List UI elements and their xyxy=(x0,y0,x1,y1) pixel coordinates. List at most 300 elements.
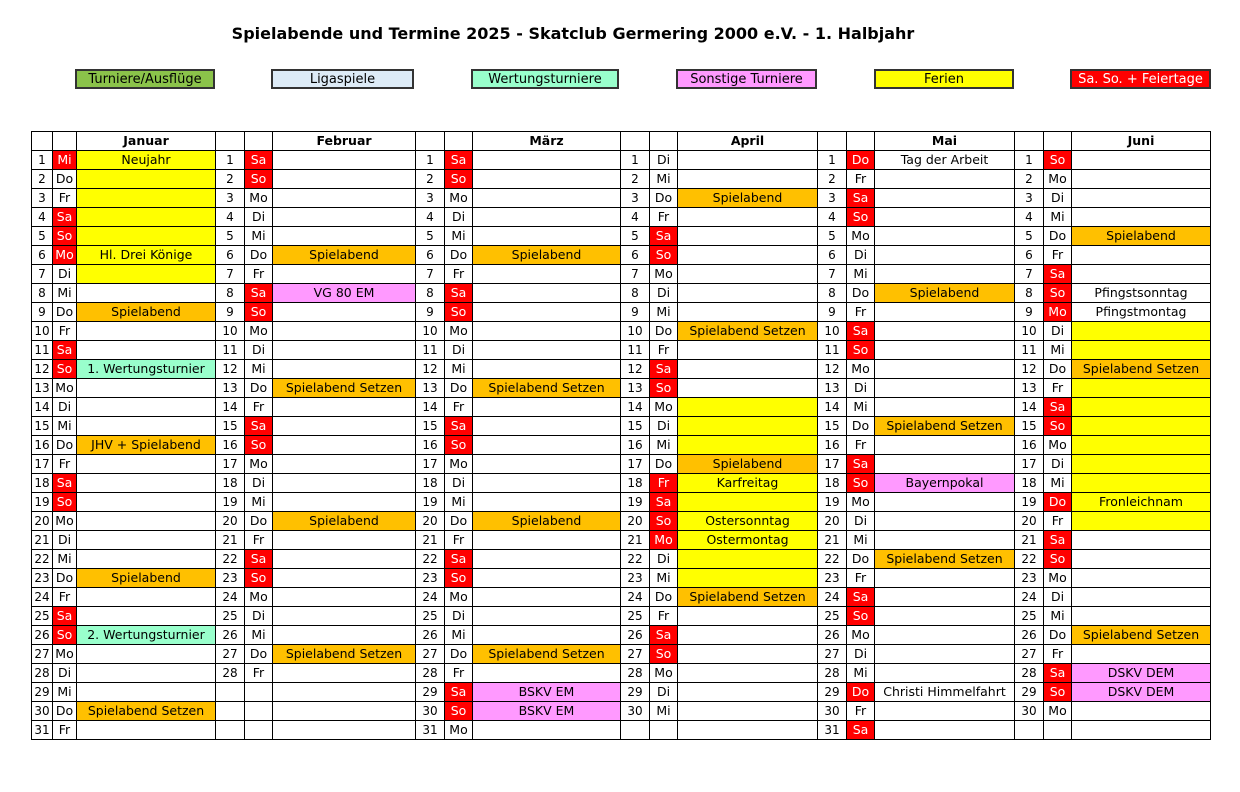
event-cell xyxy=(77,341,216,360)
day-number: 15 xyxy=(818,417,847,436)
legend-wertungsturniere: Wertungsturniere xyxy=(471,69,619,89)
day-number xyxy=(216,683,245,702)
month-header-juni: Juni xyxy=(1072,132,1211,151)
day-number: 10 xyxy=(32,322,53,341)
day-number: 9 xyxy=(216,303,245,322)
weekday-cell: Fr xyxy=(1044,379,1072,398)
event-cell xyxy=(273,208,416,227)
weekday-cell: Di xyxy=(53,664,77,683)
weekday-cell: So xyxy=(1044,417,1072,436)
weekday-cell: Do xyxy=(650,455,678,474)
day-number: 7 xyxy=(818,265,847,284)
weekday-cell: Di xyxy=(445,607,473,626)
weekday-cell: Fr xyxy=(847,436,875,455)
day-number: 7 xyxy=(32,265,53,284)
header-blank xyxy=(847,132,875,151)
weekday-cell: Mi xyxy=(1044,474,1072,493)
event-cell: Spielabend xyxy=(875,284,1015,303)
day-number xyxy=(216,721,245,740)
weekday-cell: So xyxy=(445,702,473,721)
event-cell xyxy=(77,189,216,208)
weekday-cell xyxy=(245,683,273,702)
weekday-cell: Fr xyxy=(53,588,77,607)
weekday-cell: Do xyxy=(1044,493,1072,512)
day-number: 19 xyxy=(621,493,650,512)
event-cell xyxy=(77,664,216,683)
weekday-cell: Do xyxy=(445,379,473,398)
weekday-cell: Mo xyxy=(1044,702,1072,721)
event-cell: Spielabend Setzen xyxy=(875,550,1015,569)
weekday-cell: Di xyxy=(245,208,273,227)
legend-sonstige-turniere: Sonstige Turniere xyxy=(676,69,817,89)
day-number: 11 xyxy=(416,341,445,360)
event-cell xyxy=(678,607,818,626)
header-blank xyxy=(32,132,53,151)
weekday-cell: Mi xyxy=(650,569,678,588)
event-cell: Spielabend xyxy=(77,303,216,322)
event-cell xyxy=(273,265,416,284)
weekday-cell: Do xyxy=(245,645,273,664)
event-cell xyxy=(875,607,1015,626)
day-number: 10 xyxy=(621,322,650,341)
day-number: 17 xyxy=(416,455,445,474)
day-number: 27 xyxy=(1015,645,1044,664)
day-number: 1 xyxy=(621,151,650,170)
weekday-cell: So xyxy=(245,436,273,455)
event-cell xyxy=(1072,512,1211,531)
weekday-cell: Mi xyxy=(445,493,473,512)
table-row xyxy=(32,322,1211,341)
day-number: 17 xyxy=(216,455,245,474)
day-number: 30 xyxy=(621,702,650,721)
day-number: 28 xyxy=(1015,664,1044,683)
event-cell xyxy=(77,588,216,607)
event-cell xyxy=(678,284,818,303)
event-cell xyxy=(875,208,1015,227)
weekday-cell: Mi xyxy=(53,550,77,569)
header-blank xyxy=(216,132,245,151)
weekday-cell: Sa xyxy=(1044,398,1072,417)
day-number: 13 xyxy=(416,379,445,398)
weekday-cell: Di xyxy=(1044,588,1072,607)
day-number: 7 xyxy=(621,265,650,284)
day-number: 31 xyxy=(416,721,445,740)
table-row xyxy=(32,645,1211,664)
event-cell: Spielabend Setzen xyxy=(273,379,416,398)
event-cell xyxy=(473,721,621,740)
event-cell xyxy=(1072,702,1211,721)
day-number: 26 xyxy=(818,626,847,645)
day-number: 17 xyxy=(621,455,650,474)
day-number: 15 xyxy=(416,417,445,436)
event-cell xyxy=(273,417,416,436)
day-number: 9 xyxy=(416,303,445,322)
weekday-cell: Sa xyxy=(847,588,875,607)
weekday-cell: Mi xyxy=(245,360,273,379)
weekday-cell: Do xyxy=(1044,626,1072,645)
legend-turniere: Turniere/Ausflüge xyxy=(75,69,215,89)
event-cell: Spielabend Setzen xyxy=(875,417,1015,436)
weekday-cell: Mo xyxy=(445,588,473,607)
event-cell: Spielabend xyxy=(678,455,818,474)
weekday-cell: Fr xyxy=(53,322,77,341)
weekday-cell: Do xyxy=(650,189,678,208)
day-number: 6 xyxy=(216,246,245,265)
event-cell xyxy=(875,398,1015,417)
table-row xyxy=(32,303,1211,322)
weekday-cell: So xyxy=(650,512,678,531)
day-number: 1 xyxy=(818,151,847,170)
weekday-cell: So xyxy=(650,379,678,398)
event-cell xyxy=(875,246,1015,265)
weekday-cell: Mo xyxy=(53,645,77,664)
month-header-februar: Februar xyxy=(273,132,416,151)
weekday-cell: Mi xyxy=(445,227,473,246)
weekday-cell: Do xyxy=(847,683,875,702)
event-cell xyxy=(273,702,416,721)
weekday-cell: Do xyxy=(445,645,473,664)
event-cell xyxy=(875,227,1015,246)
event-cell xyxy=(875,588,1015,607)
weekday-cell: Do xyxy=(53,170,77,189)
day-number: 28 xyxy=(416,664,445,683)
event-cell xyxy=(273,626,416,645)
day-number: 24 xyxy=(1015,588,1044,607)
event-cell xyxy=(1072,455,1211,474)
day-number: 1 xyxy=(216,151,245,170)
day-number: 14 xyxy=(216,398,245,417)
day-number: 3 xyxy=(416,189,445,208)
table-row xyxy=(32,664,1211,683)
event-cell xyxy=(875,341,1015,360)
table-row xyxy=(32,360,1211,379)
event-cell xyxy=(273,227,416,246)
day-number: 29 xyxy=(32,683,53,702)
event-cell: Spielabend xyxy=(1072,227,1211,246)
weekday-cell: Di xyxy=(650,151,678,170)
weekday-cell: So xyxy=(650,246,678,265)
weekday-cell: So xyxy=(650,645,678,664)
weekday-cell: Sa xyxy=(445,550,473,569)
weekday-cell: Mi xyxy=(53,417,77,436)
weekday-cell: Mo xyxy=(245,189,273,208)
event-cell xyxy=(473,531,621,550)
header-blank xyxy=(818,132,847,151)
day-number: 3 xyxy=(818,189,847,208)
weekday-cell: Mo xyxy=(245,322,273,341)
event-cell xyxy=(273,721,416,740)
event-cell: BSKV EM xyxy=(473,683,621,702)
weekday-cell: Mi xyxy=(53,284,77,303)
event-cell xyxy=(473,417,621,436)
day-number: 24 xyxy=(416,588,445,607)
event-cell: Spielabend Setzen xyxy=(1072,360,1211,379)
weekday-cell: Di xyxy=(847,512,875,531)
day-number: 24 xyxy=(818,588,847,607)
event-cell: Christi Himmelfahrt xyxy=(875,683,1015,702)
event-cell xyxy=(678,436,818,455)
table-row xyxy=(32,341,1211,360)
day-number: 22 xyxy=(1015,550,1044,569)
day-number: 16 xyxy=(216,436,245,455)
event-cell xyxy=(678,360,818,379)
weekday-cell: Fr xyxy=(445,265,473,284)
day-number: 7 xyxy=(216,265,245,284)
event-cell: Ostersonntag xyxy=(678,512,818,531)
weekday-cell: So xyxy=(53,360,77,379)
weekday-cell: Mi xyxy=(847,398,875,417)
day-number: 26 xyxy=(621,626,650,645)
event-cell xyxy=(1072,322,1211,341)
weekday-cell: Do xyxy=(53,436,77,455)
day-number: 13 xyxy=(32,379,53,398)
weekday-cell: So xyxy=(245,170,273,189)
table-row xyxy=(32,455,1211,474)
weekday-cell: Sa xyxy=(650,493,678,512)
weekday-cell: Di xyxy=(53,398,77,417)
table-row xyxy=(32,550,1211,569)
table-row xyxy=(32,683,1211,702)
day-number: 27 xyxy=(416,645,445,664)
event-cell xyxy=(273,360,416,379)
weekday-cell: Mo xyxy=(445,189,473,208)
event-cell xyxy=(1072,265,1211,284)
event-cell xyxy=(473,208,621,227)
event-cell xyxy=(473,265,621,284)
day-number: 23 xyxy=(818,569,847,588)
event-cell xyxy=(875,645,1015,664)
weekday-cell: Mi xyxy=(847,664,875,683)
day-number: 2 xyxy=(1015,170,1044,189)
event-cell xyxy=(473,303,621,322)
event-cell: Ostermontag xyxy=(678,531,818,550)
event-cell xyxy=(1072,588,1211,607)
day-number: 22 xyxy=(32,550,53,569)
weekday-cell: Sa xyxy=(445,683,473,702)
weekday-cell: Mi xyxy=(1044,607,1072,626)
weekday-cell: Sa xyxy=(847,189,875,208)
day-number: 23 xyxy=(416,569,445,588)
table-row xyxy=(32,512,1211,531)
weekday-cell: So xyxy=(445,170,473,189)
event-cell xyxy=(473,227,621,246)
day-number: 16 xyxy=(416,436,445,455)
event-cell xyxy=(1072,417,1211,436)
day-number: 27 xyxy=(818,645,847,664)
day-number: 4 xyxy=(818,208,847,227)
day-number: 10 xyxy=(416,322,445,341)
event-cell xyxy=(473,607,621,626)
day-number: 20 xyxy=(416,512,445,531)
day-number: 20 xyxy=(1015,512,1044,531)
day-number: 26 xyxy=(1015,626,1044,645)
weekday-cell xyxy=(245,702,273,721)
weekday-cell: Sa xyxy=(245,417,273,436)
day-number: 3 xyxy=(621,189,650,208)
weekday-cell: Do xyxy=(445,512,473,531)
event-cell: Spielabend xyxy=(77,569,216,588)
day-number: 1 xyxy=(416,151,445,170)
event-cell xyxy=(77,721,216,740)
day-number: 25 xyxy=(818,607,847,626)
weekday-cell: Di xyxy=(445,208,473,227)
day-number: 2 xyxy=(216,170,245,189)
weekday-cell: Di xyxy=(1044,455,1072,474)
weekday-cell: Sa xyxy=(650,360,678,379)
day-number: 21 xyxy=(416,531,445,550)
event-cell xyxy=(1072,379,1211,398)
table-row xyxy=(32,398,1211,417)
day-number: 6 xyxy=(621,246,650,265)
weekday-cell: So xyxy=(245,303,273,322)
weekday-cell: Di xyxy=(245,341,273,360)
weekday-cell: Do xyxy=(847,550,875,569)
day-number: 2 xyxy=(416,170,445,189)
event-cell xyxy=(875,664,1015,683)
header-blank xyxy=(445,132,473,151)
day-number: 12 xyxy=(416,360,445,379)
event-cell xyxy=(273,607,416,626)
table-row xyxy=(32,227,1211,246)
weekday-cell: So xyxy=(1044,550,1072,569)
weekday-cell: Fr xyxy=(245,398,273,417)
event-cell xyxy=(473,170,621,189)
page-title: Spielabende und Termine 2025 - Skatclub Germering 2000 e.V. - 1. Halbjahr xyxy=(231,24,915,43)
event-cell xyxy=(473,436,621,455)
event-cell: Pfingstmontag xyxy=(1072,303,1211,322)
day-number: 11 xyxy=(818,341,847,360)
event-cell xyxy=(875,170,1015,189)
weekday-cell: Do xyxy=(445,246,473,265)
event-cell xyxy=(273,474,416,493)
weekday-cell: Di xyxy=(53,265,77,284)
event-cell xyxy=(77,417,216,436)
event-cell xyxy=(875,569,1015,588)
weekday-cell: Di xyxy=(245,474,273,493)
day-number: 11 xyxy=(621,341,650,360)
event-cell xyxy=(77,379,216,398)
event-cell xyxy=(273,151,416,170)
event-cell: Spielabend xyxy=(473,246,621,265)
event-cell xyxy=(875,512,1015,531)
weekday-cell: So xyxy=(847,341,875,360)
event-cell xyxy=(678,626,818,645)
weekday-cell: Mi xyxy=(245,493,273,512)
event-cell: BSKV EM xyxy=(473,702,621,721)
day-number: 19 xyxy=(818,493,847,512)
event-cell xyxy=(1072,398,1211,417)
day-number: 16 xyxy=(621,436,650,455)
table-row xyxy=(32,417,1211,436)
weekday-cell: Fr xyxy=(53,189,77,208)
day-number: 29 xyxy=(416,683,445,702)
weekday-cell: Do xyxy=(245,379,273,398)
day-number: 21 xyxy=(1015,531,1044,550)
event-cell: Tag der Arbeit xyxy=(875,151,1015,170)
header-blank xyxy=(650,132,678,151)
day-number: 6 xyxy=(818,246,847,265)
weekday-cell: Sa xyxy=(847,322,875,341)
event-cell xyxy=(77,208,216,227)
event-cell xyxy=(1072,569,1211,588)
day-number: 7 xyxy=(1015,265,1044,284)
day-number: 18 xyxy=(1015,474,1044,493)
event-cell xyxy=(875,626,1015,645)
weekday-cell: Mo xyxy=(650,265,678,284)
event-cell: Spielabend Setzen xyxy=(77,702,216,721)
event-cell xyxy=(77,227,216,246)
day-number xyxy=(621,721,650,740)
event-cell xyxy=(678,569,818,588)
day-number: 12 xyxy=(216,360,245,379)
day-number: 18 xyxy=(416,474,445,493)
event-cell xyxy=(77,322,216,341)
day-number: 22 xyxy=(818,550,847,569)
table-row xyxy=(32,208,1211,227)
weekday-cell: Do xyxy=(245,246,273,265)
day-number: 21 xyxy=(621,531,650,550)
header-blank xyxy=(245,132,273,151)
day-number: 13 xyxy=(621,379,650,398)
event-cell xyxy=(273,493,416,512)
day-number: 19 xyxy=(216,493,245,512)
weekday-cell: Mi xyxy=(53,683,77,702)
weekday-cell: Mi xyxy=(245,227,273,246)
weekday-cell: Fr xyxy=(847,702,875,721)
weekday-cell: Mi xyxy=(1044,341,1072,360)
event-cell xyxy=(875,360,1015,379)
header-blank xyxy=(53,132,77,151)
weekday-cell: So xyxy=(53,493,77,512)
event-cell xyxy=(678,151,818,170)
weekday-cell: Do xyxy=(53,702,77,721)
table-row xyxy=(32,379,1211,398)
day-number: 14 xyxy=(416,398,445,417)
table-row xyxy=(32,265,1211,284)
weekday-cell xyxy=(1044,721,1072,740)
table-row xyxy=(32,474,1211,493)
event-cell xyxy=(678,417,818,436)
event-cell: 1. Wertungsturnier xyxy=(77,360,216,379)
day-number: 14 xyxy=(621,398,650,417)
day-number: 30 xyxy=(1015,702,1044,721)
weekday-cell: Do xyxy=(53,569,77,588)
event-cell xyxy=(77,645,216,664)
weekday-cell: Sa xyxy=(245,284,273,303)
day-number: 19 xyxy=(416,493,445,512)
weekday-cell: So xyxy=(53,227,77,246)
day-number: 25 xyxy=(1015,607,1044,626)
weekday-cell: Mi xyxy=(650,303,678,322)
event-cell xyxy=(1072,170,1211,189)
table-row xyxy=(32,170,1211,189)
event-cell: Fronleichnam xyxy=(1072,493,1211,512)
table-row xyxy=(32,721,1211,740)
event-cell: Spielabend xyxy=(273,246,416,265)
event-cell: Spielabend xyxy=(273,512,416,531)
event-cell xyxy=(77,512,216,531)
weekday-cell: Mo xyxy=(847,227,875,246)
day-number: 25 xyxy=(621,607,650,626)
weekday-cell: Di xyxy=(650,284,678,303)
weekday-cell: Mo xyxy=(1044,569,1072,588)
day-number: 17 xyxy=(32,455,53,474)
weekday-cell: So xyxy=(847,607,875,626)
weekday-cell: Sa xyxy=(53,607,77,626)
event-cell xyxy=(678,265,818,284)
event-cell xyxy=(473,360,621,379)
day-number: 23 xyxy=(621,569,650,588)
